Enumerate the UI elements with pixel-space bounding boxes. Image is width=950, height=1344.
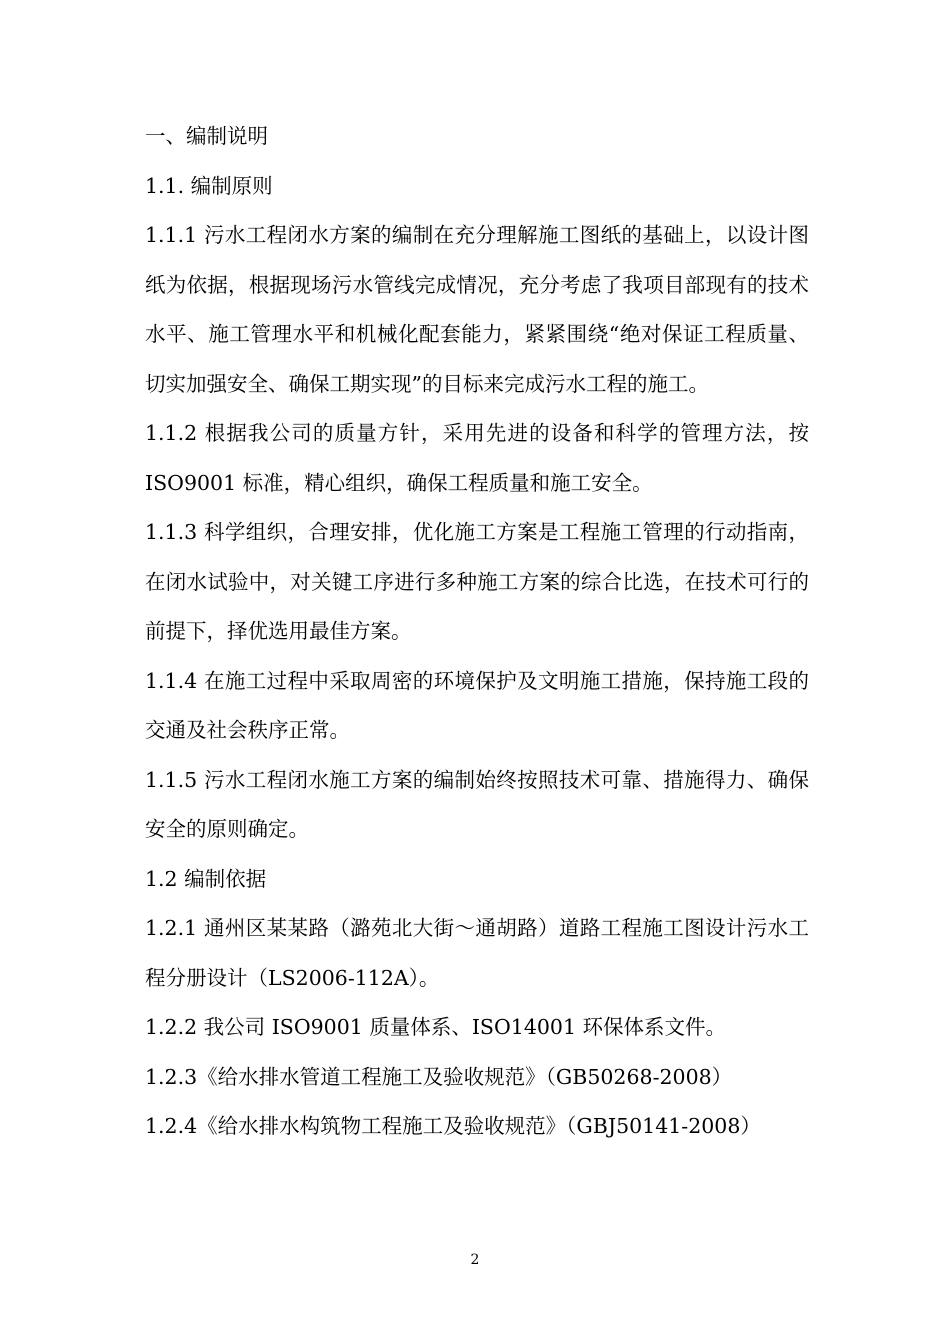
paragraph: 1.1.3 科学组织，合理安排，优化施工方案是工程施工管理的行动指南，在闭水试验中，对关键工序进行多种施工方案的综合比选，在技术可行的前提下，择优选用最佳方案。 [145,520,809,643]
subsection-heading: 1.1. 编制原则 [145,173,273,198]
paragraph: 1.2.1 通州区某某路（潞苑北大街～通胡路）道路工程施工图设计污水工程分册设计（LS2006-112A）。 [145,916,809,990]
section-heading: 一、编制说明 [145,124,268,148]
paragraph: 1.2.3《给水排水管道工程施工及验收规范》（GB50268-2008） [145,1064,733,1089]
subsection-heading: 1.2 编制依据 [145,866,267,891]
paragraph: 1.1.2 根据我公司的质量方针，采用先进的设备和科学的管理方法，按 ISO9001 标准，精心组织，确保工程质量和施工安全。 [145,421,809,495]
document-body [145,112,809,1152]
paragraph: 1.2.4《给水排水构筑物工程施工及验收规范》（GBJ50141-2008） [145,1114,761,1138]
paragraph: 1.1.1 污水工程闭水方案的编制在充分理解施工图纸的基础上，以设计图纸为依据，根据现场污水管线完成情况，充分考虑了我项目部现有的技术水平、施工管理水平和机械化配套能力，紧紧围绕“绝对保证工程质量、切实加强安全、确保工期实现”的目标来完成污水工程的施工。 [145,223,809,396]
page-number: 2 [470,1252,480,1268]
paragraph: 1.1.5 污水工程闭水施工方案的编制始终按照技术可靠、措施得力、确保安全的原则确定。 [145,767,809,841]
paragraph: 1.1.4 在施工过程中采取周密的环境保护及文明施工措施，保持施工段的交通及社会秩序正常。 [145,668,809,742]
paragraph: 1.2.2 我公司 ISO9001 质量体系、ISO14001 环保体系文件。 [145,1015,727,1039]
